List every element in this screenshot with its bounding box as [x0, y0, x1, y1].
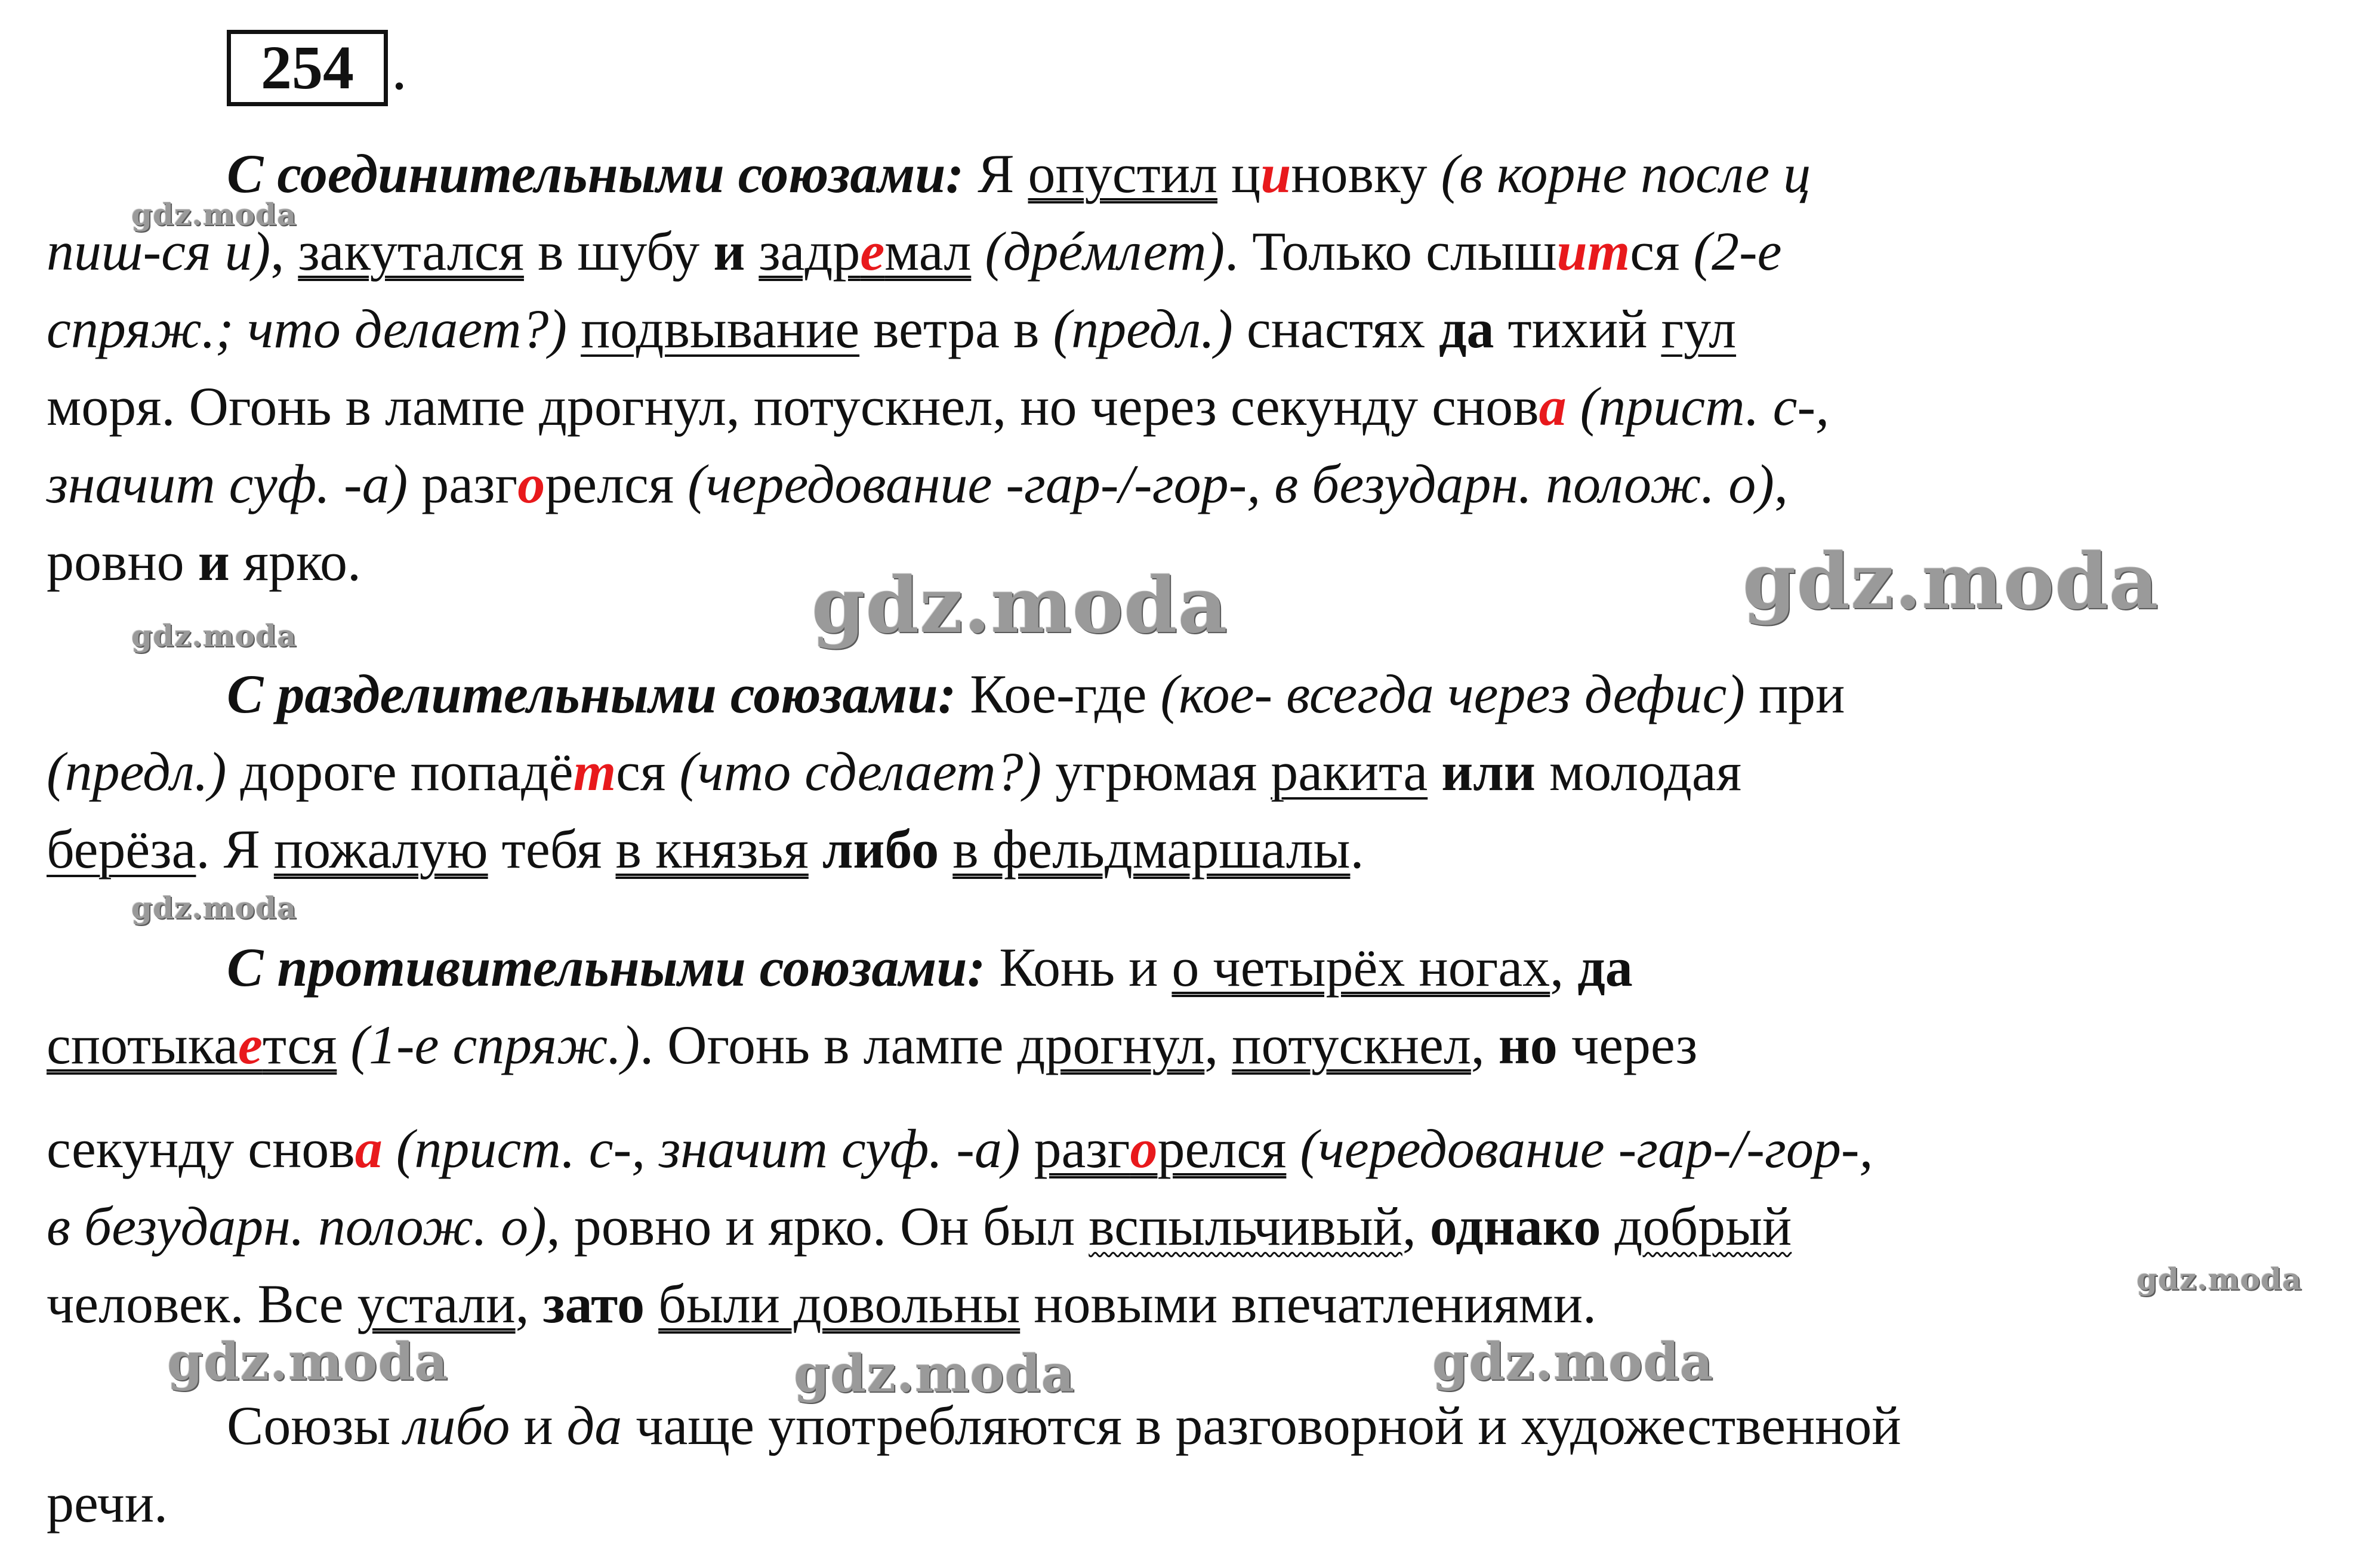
- spelling-highlight: и: [1260, 143, 1291, 204]
- subject: ракита: [1271, 741, 1428, 802]
- definition: вспыльчивый: [1089, 1196, 1402, 1257]
- predicate: дрогнул: [1017, 1014, 1205, 1075]
- paragraph-coordinating-line-5: значит суф. -а) разгорелся (чередование -гар-/-гор-, в безударн. полож. о),: [47, 453, 1788, 514]
- spelling-note: (прист. с-,: [1580, 376, 1830, 437]
- spelling-note: (что сделает?): [679, 741, 1042, 802]
- watermark: gdz.moda: [1743, 537, 2159, 627]
- spelling-note: пиш-ся и): [47, 221, 271, 282]
- predicate: спотыкается: [47, 1014, 337, 1075]
- subject: подвывание: [581, 298, 860, 359]
- predicate: пожалую: [273, 819, 488, 880]
- spelling-note: (чередование -гар-/-гор-, в безударн. полож. о): [688, 453, 1774, 514]
- predicate: опустил: [1028, 143, 1217, 204]
- watermark: gdz.moda: [131, 197, 297, 232]
- predicate: закутался: [298, 221, 524, 282]
- subject: гул: [1661, 298, 1737, 359]
- spelling-note: (2-е: [1693, 221, 1782, 282]
- conjunction: но: [1498, 1014, 1558, 1075]
- watermark: gdz.moda: [812, 561, 1228, 650]
- predicate: потускнел: [1232, 1014, 1471, 1075]
- conjunction: однако: [1429, 1196, 1601, 1257]
- conjunction-example: либо: [404, 1395, 510, 1456]
- spelling-note: (1-е спряж.): [350, 1014, 640, 1075]
- conjunction: и: [198, 531, 230, 592]
- conclusion-line-2: речи.: [47, 1473, 168, 1534]
- spelling-note: (кое- всегда через дефис): [1160, 664, 1745, 724]
- spelling-highlight: т: [573, 741, 616, 802]
- paragraph-coordinating-line-1: С соединительными союзами: Я опустил циновку (в корне после ц: [227, 143, 1811, 204]
- spelling-note: (предл.): [47, 741, 227, 802]
- exercise-number: 254: [261, 33, 354, 102]
- conjunction: зато: [542, 1273, 645, 1334]
- paragraph-disjunctive-line-1: С разделительными союзами: Кое-где (кое- всегда через дефис) при: [227, 664, 1845, 724]
- spelling-highlight: а: [1539, 376, 1567, 437]
- conclusion-line-1: Союзы либо и да чаще употребляются в разговорной и художественной: [227, 1395, 1901, 1456]
- section-heading-disjunctive: С разделительными союзами:: [227, 664, 957, 724]
- subject: берёза: [47, 819, 196, 880]
- spelling-highlight: е: [860, 221, 885, 282]
- predicate: о четырёх ногах: [1171, 937, 1550, 998]
- watermark: gdz.moda: [1432, 1332, 1714, 1392]
- paragraph-adversative-line-3: секунду снова (прист. с-, значит суф. -а) разгорелся (чередование -гар-/-гор-,: [47, 1118, 1873, 1179]
- conjunction: либо: [822, 819, 939, 880]
- watermark: gdz.moda: [794, 1344, 1075, 1404]
- spelling-note: (предл.): [1053, 298, 1233, 359]
- paragraph-disjunctive-line-2: (предл.) дороге попадётся (что сделает?) угрюмая ракита или молодая: [47, 741, 1742, 802]
- spelling-highlight: ит: [1556, 221, 1630, 282]
- paragraph-coordinating-line-3: спряж.; что делает?) подвывание ветра в (предл.) снастях да тихий гул: [47, 298, 1737, 359]
- spelling-note: (в корне после ц: [1441, 143, 1811, 204]
- spelling-highlight: о: [517, 453, 545, 514]
- predicate: в фельдмаршалы: [952, 819, 1351, 880]
- predicate: в князья: [615, 819, 809, 880]
- spelling-note: значит суф. -а): [47, 453, 408, 514]
- paragraph-disjunctive-line-3: берёза. Я пожалую тебя в князья либо в фельдмаршалы.: [47, 819, 1364, 880]
- paragraph-coordinating-line-6: ровно и ярко.: [47, 531, 362, 592]
- paragraph-adversative-line-2: спотыкается (1-е спряж.). Огонь в лампе дрогнул, потускнел, но через: [47, 1014, 1698, 1075]
- spelling-highlight: е: [238, 1014, 263, 1075]
- spelling-note: (прист. с-, значит суф. -а): [396, 1118, 1021, 1179]
- spelling-note: (чередование -гар-/-гор-,: [1300, 1118, 1873, 1179]
- paragraph-adversative-line-1: С противительными союзами: Конь и о четырёх ногах, да: [227, 937, 1633, 998]
- section-heading-coordinating: С соединительными союзами:: [227, 143, 964, 204]
- paragraph-adversative-line-5: человек. Все устали, зато были довольны новыми впечатлениями.: [47, 1273, 1597, 1334]
- paragraph-adversative-line-4: в безударн. полож. о), ровно и ярко. Он был вспыльчивый, однако добрый: [47, 1196, 1792, 1257]
- watermark: gdz.moda: [167, 1332, 449, 1392]
- spelling-note: (дрéмлет): [985, 221, 1225, 282]
- spelling-highlight: о: [1130, 1118, 1158, 1179]
- conjunction: да: [1577, 937, 1633, 998]
- watermark: gdz.moda: [2137, 1261, 2302, 1297]
- predicate: были довольны: [658, 1273, 1021, 1334]
- watermark: gdz.moda: [131, 890, 297, 925]
- conjunction: и: [713, 221, 745, 282]
- predicate: устали: [357, 1273, 516, 1334]
- paragraph-coordinating-line-2: пиш-ся и), закутался в шубу и задремал (дрéмлет). Только слышится (2-е: [47, 221, 1782, 282]
- predicate: разгорелся: [1034, 1118, 1287, 1179]
- predicate: задремал: [759, 221, 972, 282]
- definition: добрый: [1614, 1196, 1792, 1257]
- section-heading-adversative: С противительными союзами:: [227, 937, 986, 998]
- watermark: gdz.moda: [131, 618, 297, 653]
- paragraph-coordinating-line-4: моря. Огонь в лампе дрогнул, потускнел, но через секунду снова (прист. с-,: [47, 376, 1830, 437]
- spelling-note: спряж.; что делает?): [47, 298, 568, 359]
- conjunction: да: [1438, 298, 1494, 359]
- spelling-highlight: а: [354, 1118, 383, 1179]
- conjunction-example: да: [566, 1395, 622, 1456]
- spelling-note: в безударн. полож. о): [47, 1196, 547, 1257]
- conjunction: или: [1441, 741, 1536, 802]
- exercise-number-dot: .: [391, 34, 407, 103]
- exercise-number-box: [227, 30, 388, 106]
